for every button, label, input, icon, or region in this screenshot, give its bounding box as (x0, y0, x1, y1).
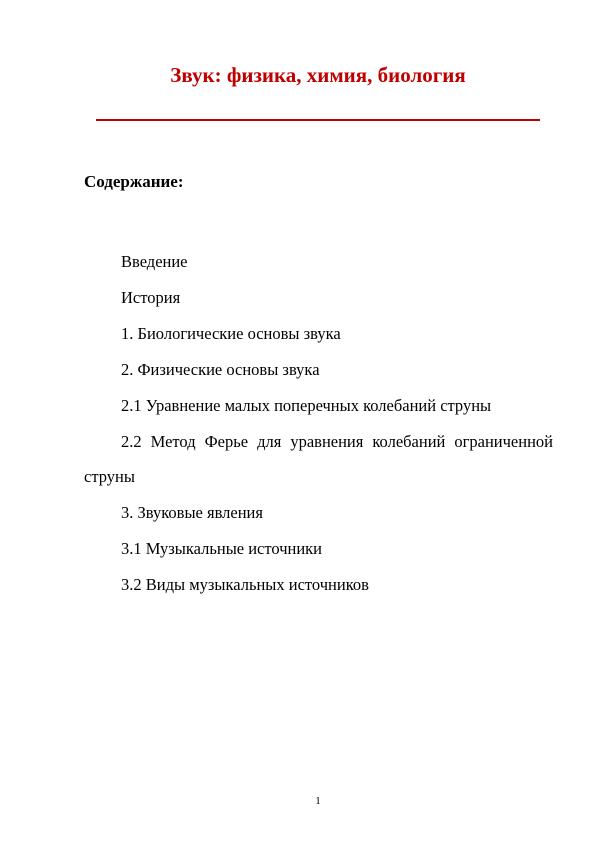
page-number: 1 (315, 795, 321, 807)
toc-heading: Содержание: (84, 172, 184, 191)
document-title: Звук: физика, химия, биология (170, 63, 466, 87)
title-underline (96, 119, 540, 121)
toc-item-string-equation: 2.1 Уравнение малых поперечных колебаний струны (121, 396, 492, 415)
toc-item-history: История (121, 288, 181, 307)
toc-item-sound-phenomena: 3. Звуковые явления (121, 502, 263, 522)
toc-item-fourier-method: 2.2 Метод Ферье для уравнения колебаний ограниченной струны (84, 431, 553, 486)
toc-item-introduction: Введение (121, 252, 188, 271)
toc-item-musical-sources: 3.1 Музыкальные источники (121, 538, 322, 558)
toc-item-physical-basis: 2. Физические основы звука (121, 360, 320, 379)
toc-item-source-types: 3.2 Виды музыкальных источников (121, 574, 369, 594)
toc-item-biological-basis: 1. Биологические основы звука (121, 324, 341, 343)
table-of-contents (84, 244, 553, 603)
